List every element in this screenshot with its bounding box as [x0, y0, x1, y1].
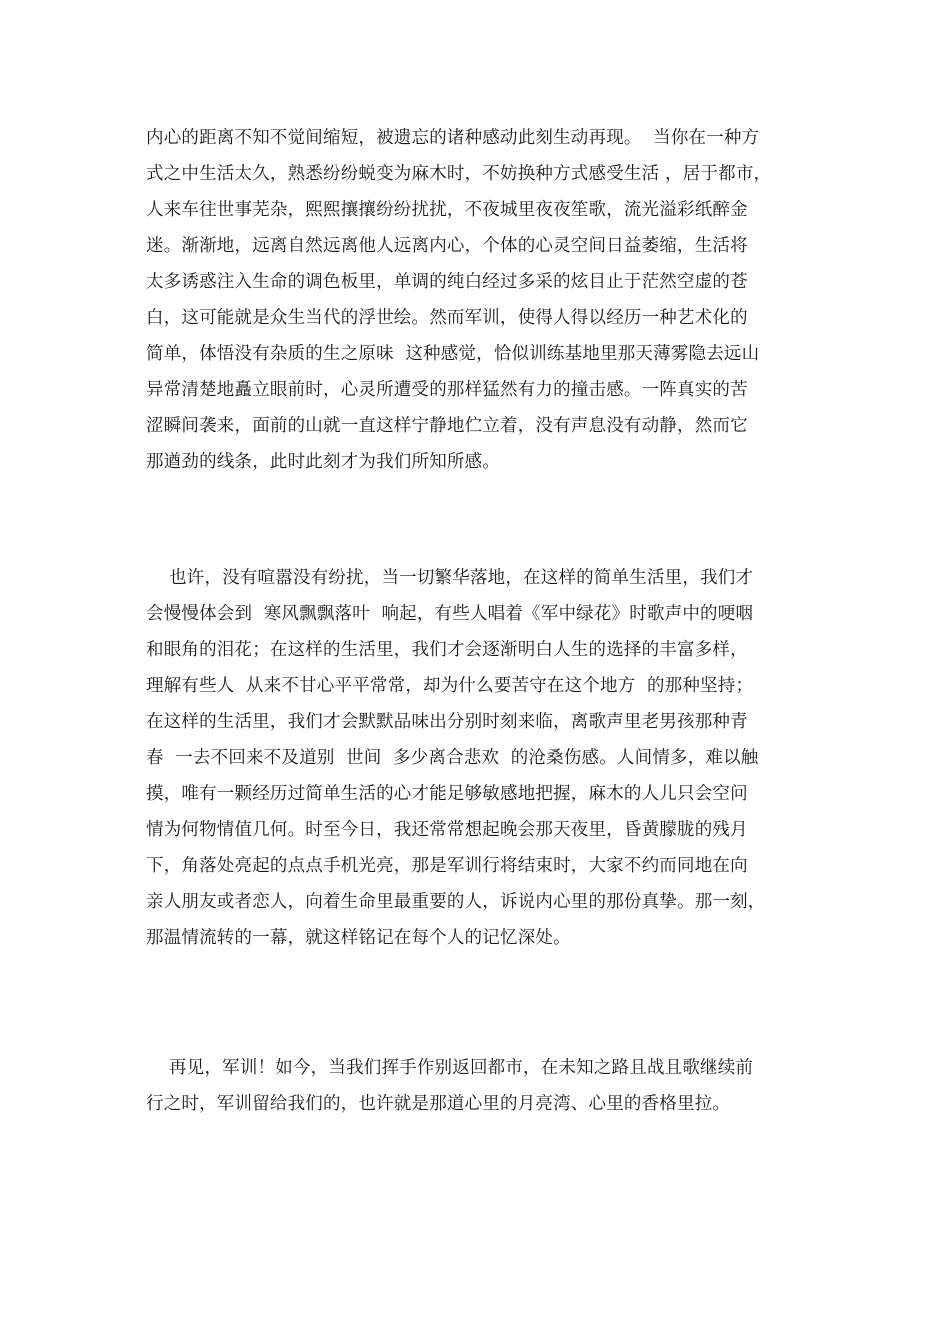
- text-line: 迷。渐渐地，远离自然远离他人远离内心，个体的心灵空间日益萎缩，生活将: [146, 236, 748, 256]
- text-line: 式之中生活太久，熟悉纷纷蜕变为麻木时，不妨换种方式感受生活 ，居于都市，: [146, 164, 772, 184]
- text-line: 和眼角的泪花；在这样的生活里，我们才会逐渐明白人生的选择的丰富多样，: [146, 640, 748, 660]
- text-line: 白，这可能就是众生当代的浮世绘。然而军训，使得人得以经历一种艺术化的: [146, 308, 748, 328]
- text-line: 简单，体悟没有杂质的生之原味 这种感觉，恰似训练基地里那天薄雾隐去远山: [146, 344, 760, 364]
- text-line: 行之时，军训留给我们的，也许就是那道心里的月亮湾、心里的香格里拉。: [146, 1094, 731, 1114]
- text-line: 那遒劲的线条，此时此刻才为我们所知所感。: [146, 452, 500, 472]
- text-line: 人来车往世事芜杂，熙熙攘攘纷纷扰扰，不夜城里夜夜笙歌，流光溢彩纸醉金: [146, 200, 748, 220]
- text-line: 春 一去不回来不及道别 世间 多少离合悲欢 的沧桑伤感。人间情多，难以触: [146, 748, 759, 768]
- paragraph-1: [146, 120, 846, 480]
- text-line: 内心的距离不知不觉间缩短，被遗忘的诸种感动此刻生动再现。 当你在一种方: [146, 128, 760, 148]
- text-line: 理解有些人 从来不甘心平平常常，却为什么要苦守在这个地方 的那种坚持；: [146, 676, 754, 696]
- text-line: 情为何物情值几何。时至今日，我还常常想起晚会那天夜里，昏黄朦胧的残月: [146, 820, 748, 840]
- text-line: 下，角落处亮起的点点手机光亮，那是军训行将结束时，大家不约而同地在向: [146, 856, 748, 876]
- text-line: 异常清楚地矗立眼前时，心灵所遭受的那样猛然有力的撞击感。一阵真实的苦: [146, 380, 748, 400]
- text-line: 在这样的生活里，我们才会默默品味出分别时刻来临，离歌声里老男孩那种青: [146, 712, 748, 732]
- text-line: 也许，没有喧嚣没有纷扰，当一切繁华落地，在这样的简单生活里，我们才: [146, 568, 754, 588]
- text-line: 涩瞬间袭来，面前的山就一直这样宁静地伫立着，没有声息没有动静，然而它: [146, 416, 748, 436]
- paragraph-3: [146, 1050, 846, 1122]
- text-line: 摸，唯有一颗经历过简单生活的心才能足够敏感地把握，麻木的人儿只会空问: [146, 784, 748, 804]
- text-line: 太多诱惑注入生命的调色板里，单调的纯白经过多采的炫目止于茫然空虚的苍: [146, 272, 748, 292]
- text-line: 再见，军训！如今，当我们挥手作别返回都市，在未知之路且战且歌继续前: [146, 1058, 754, 1078]
- text-line: 亲人朋友或者恋人，向着生命里最重要的人，诉说内心里的那份真挚。那一刻，: [146, 892, 766, 912]
- text-line: 那温情流转的一幕，就这样铭记在每个人的记忆深处。: [146, 928, 571, 948]
- paragraph-2: [146, 560, 846, 956]
- text-line: 会慢慢体会到 寒风飘飘落叶 响起，有些人唱着《军中绿花》时歌声中的哽咽: [146, 604, 754, 624]
